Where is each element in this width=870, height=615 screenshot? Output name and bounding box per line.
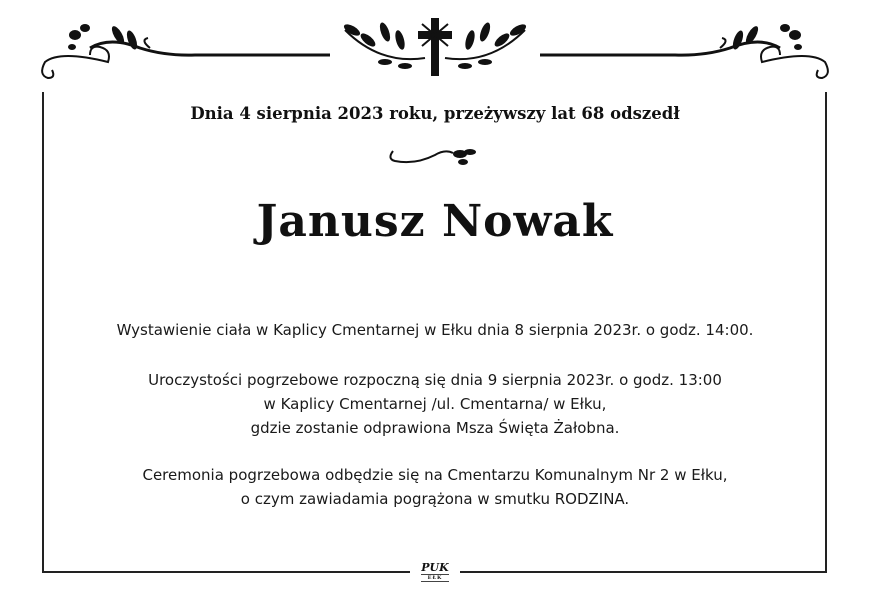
paragraph-ceremony: [0, 368, 870, 440]
text-line: Ceremonia pogrzebowa odbędzie się na Cmentarzu Komunalnym Nr 2 w Ełku,: [142, 466, 728, 484]
logo-sub-text: EŁK: [421, 574, 449, 582]
paragraph-viewing: [0, 318, 870, 342]
puk-logo: [416, 563, 454, 582]
text-line: Uroczystości pogrzebowe rozpoczną się dnia 9 sierpnia 2023r. o godz. 13:00: [148, 371, 722, 389]
top-ornament-icon: [0, 0, 870, 90]
frame-bottom-right: [460, 571, 827, 573]
text-line: gdzie zostanie odprawiona Msza Święta Żałobna.: [250, 419, 620, 437]
flourish-divider-icon: [385, 143, 485, 169]
paragraph-burial: [0, 463, 870, 511]
text-line: Wystawienie ciała w Kaplicy Cmentarnej w Ełku dnia 8 sierpnia 2023r. o godz. 14:00.: [116, 321, 754, 339]
logo-main-text: PUK: [421, 561, 449, 574]
text-line: w Kaplicy Cmentarnej /ul. Cmentarna/ w Ełku,: [263, 395, 607, 413]
deceased-name: Janusz Nowak: [256, 196, 614, 247]
notice-header: Dnia 4 sierpnia 2023 roku, przeżywszy lat 68 odszedł: [190, 104, 680, 123]
text-line: o czym zawiadamia pogrążona w smutku RODZINA.: [240, 490, 630, 508]
frame-bottom-left: [42, 571, 410, 573]
